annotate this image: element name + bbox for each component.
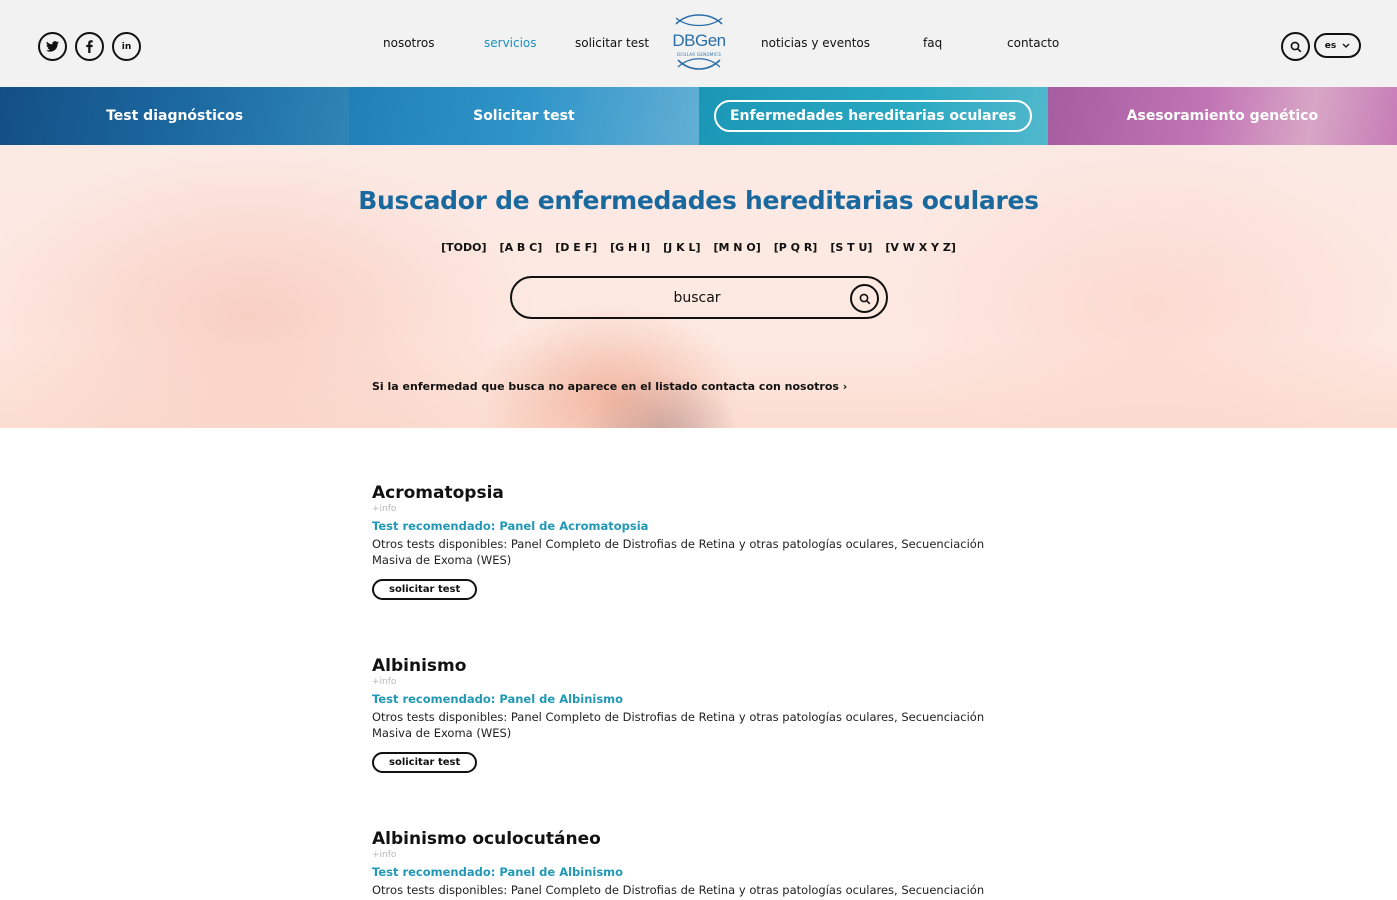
search-input[interactable]: [532, 284, 862, 312]
letter-filter[interactable]: [D E F]: [555, 241, 598, 254]
logo-wordmark: DBGen: [672, 31, 726, 50]
contact-notice-link[interactable]: [372, 380, 847, 393]
other-tests-text: Otros tests disponibles: Panel Completo de Distrofias de Retina y otras patologías oculares, Secuenciación Masiva de Exoma (WES): [372, 537, 985, 567]
nav-noticias-eventos[interactable]: noticias y eventos: [761, 36, 871, 50]
more-info-link[interactable]: +info: [372, 504, 397, 514]
tab-label: Solicitar test: [473, 108, 575, 124]
disease-search-box: [510, 276, 888, 319]
list-item: [372, 829, 1032, 898]
disease-name: Albinismo: [372, 656, 467, 676]
other-tests-text: Otros tests disponibles: Panel Completo de Distrofias de Retina y otras patologías oculares, Secuenciación Masiva de Exoma (WES): [372, 710, 985, 740]
more-info-link[interactable]: +info: [372, 850, 397, 860]
letter-filter[interactable]: [S T U]: [830, 241, 873, 254]
dbgen-logo[interactable]: [668, 14, 730, 72]
search-hero: [0, 145, 1397, 428]
nav-nosotros[interactable]: nosotros: [383, 36, 435, 50]
site-header: [0, 0, 1397, 87]
chevron-right-icon: ›: [842, 380, 848, 393]
search-icon: [859, 293, 871, 305]
solicitar-test-button[interactable]: solicitar test: [372, 752, 477, 773]
tab-enfermedades-hereditarias[interactable]: [699, 87, 1048, 145]
logo-tagline: OCULAR GENOMICS: [676, 52, 722, 57]
recommended-test-link[interactable]: Test recomendado: Panel de Albinismo: [372, 865, 624, 879]
nav-contacto[interactable]: contacto: [1007, 36, 1060, 50]
nav-servicios[interactable]: servicios: [484, 36, 537, 50]
language-selector[interactable]: [1314, 33, 1361, 58]
alphabet-filter: [0, 241, 1397, 254]
services-tabs: [0, 87, 1397, 145]
notice-text: Si la enfermedad que busca no aparece en el listado contacta con nosotros: [372, 380, 839, 393]
nav-solicitar-test[interactable]: solicitar test: [575, 36, 650, 50]
tab-solicitar-test[interactable]: [349, 87, 698, 145]
tab-asesoramiento-genetico[interactable]: [1048, 87, 1397, 145]
search-submit-button[interactable]: [850, 284, 879, 313]
nav-faq[interactable]: faq: [923, 36, 943, 50]
chevron-down-icon: [1342, 43, 1350, 48]
disease-name: Albinismo oculocutáneo: [372, 829, 601, 849]
letter-filter[interactable]: [G H I]: [610, 241, 651, 254]
list-item: [372, 483, 1032, 600]
letter-filter[interactable]: [V W X Y Z]: [885, 241, 956, 254]
letter-filter[interactable]: [TODO]: [441, 241, 487, 254]
letter-filter[interactable]: [A B C]: [499, 241, 543, 254]
more-info-link[interactable]: +info: [372, 677, 397, 687]
recommended-test-link[interactable]: Test recomendado: Panel de Albinismo: [372, 692, 624, 706]
recommended-test-link[interactable]: Test recomendado: Panel de Acromatopsia: [372, 519, 649, 533]
language-label: es: [1324, 40, 1337, 51]
letter-filter[interactable]: [P Q R]: [773, 241, 818, 254]
solicitar-test-button[interactable]: solicitar test: [372, 579, 477, 600]
page-title: Buscador de enfermedades hereditarias oculares: [358, 186, 1039, 215]
disease-name: Acromatopsia: [372, 483, 504, 503]
linkedin-icon[interactable]: in: [112, 32, 141, 61]
header-search-button[interactable]: [1281, 32, 1310, 61]
letter-filter[interactable]: [J K L]: [663, 241, 701, 254]
tab-test-diagnosticos[interactable]: [0, 87, 349, 145]
list-item: [372, 656, 1032, 773]
tab-label: Asesoramiento genético: [1126, 108, 1319, 124]
other-tests-text: Otros tests disponibles: Panel Completo de Distrofias de Retina y otras patologías oculares, Secuenciación: [372, 883, 985, 897]
tab-label: Test diagnósticos: [106, 108, 244, 124]
tab-label: Enfermedades hereditarias oculares: [714, 100, 1032, 132]
search-icon: [1290, 41, 1302, 53]
letter-filter[interactable]: [M N O]: [713, 241, 761, 254]
